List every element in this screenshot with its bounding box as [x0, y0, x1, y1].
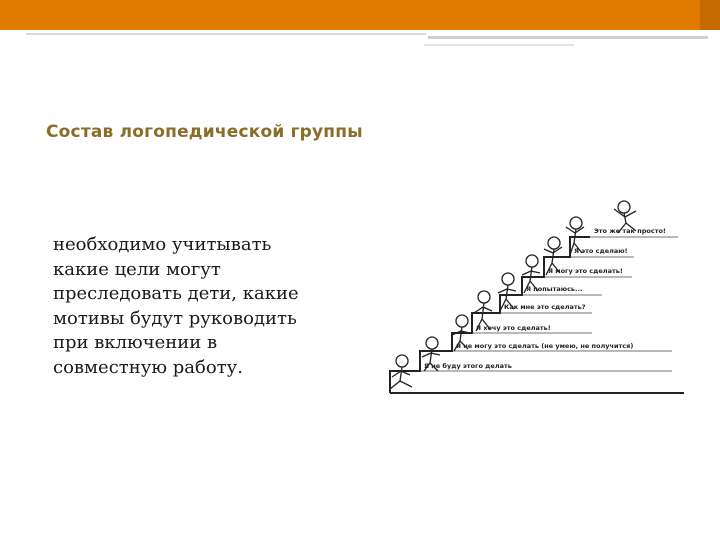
decorative-line — [26, 33, 426, 35]
top-accent-bar-end — [700, 0, 720, 30]
decorative-line — [424, 44, 574, 46]
step-label: Это же так просто! — [594, 227, 666, 235]
motivation-stairs-illustration — [372, 193, 684, 399]
step-label: Я могу это сделать! — [548, 267, 623, 275]
body-line: необходимо учитывать — [53, 234, 272, 255]
step-label: Я не буду этого делать — [424, 362, 512, 370]
body-line: совместную работу. — [53, 356, 243, 378]
slide-title: Состав логопедической группы — [46, 122, 363, 142]
body-line: преследовать дети, какие — [53, 283, 299, 304]
body-text — [53, 233, 363, 380]
step-label: Я не могу это сделать (не умею, не получится) — [456, 342, 634, 350]
step-label: Я это сделаю! — [574, 247, 628, 255]
body-line: какие цели могут — [53, 258, 221, 280]
decorative-line — [428, 36, 708, 39]
body-line: мотивы будут руководить — [53, 307, 297, 329]
step-label: Я хочу это сделать! — [476, 324, 551, 332]
step-label: Я попытаюсь... — [526, 285, 583, 293]
body-line: при включении в — [53, 332, 218, 353]
top-accent-bar — [0, 0, 720, 30]
stairs-drawing — [372, 193, 684, 399]
step-label: Как мне это сделать? — [504, 303, 586, 311]
